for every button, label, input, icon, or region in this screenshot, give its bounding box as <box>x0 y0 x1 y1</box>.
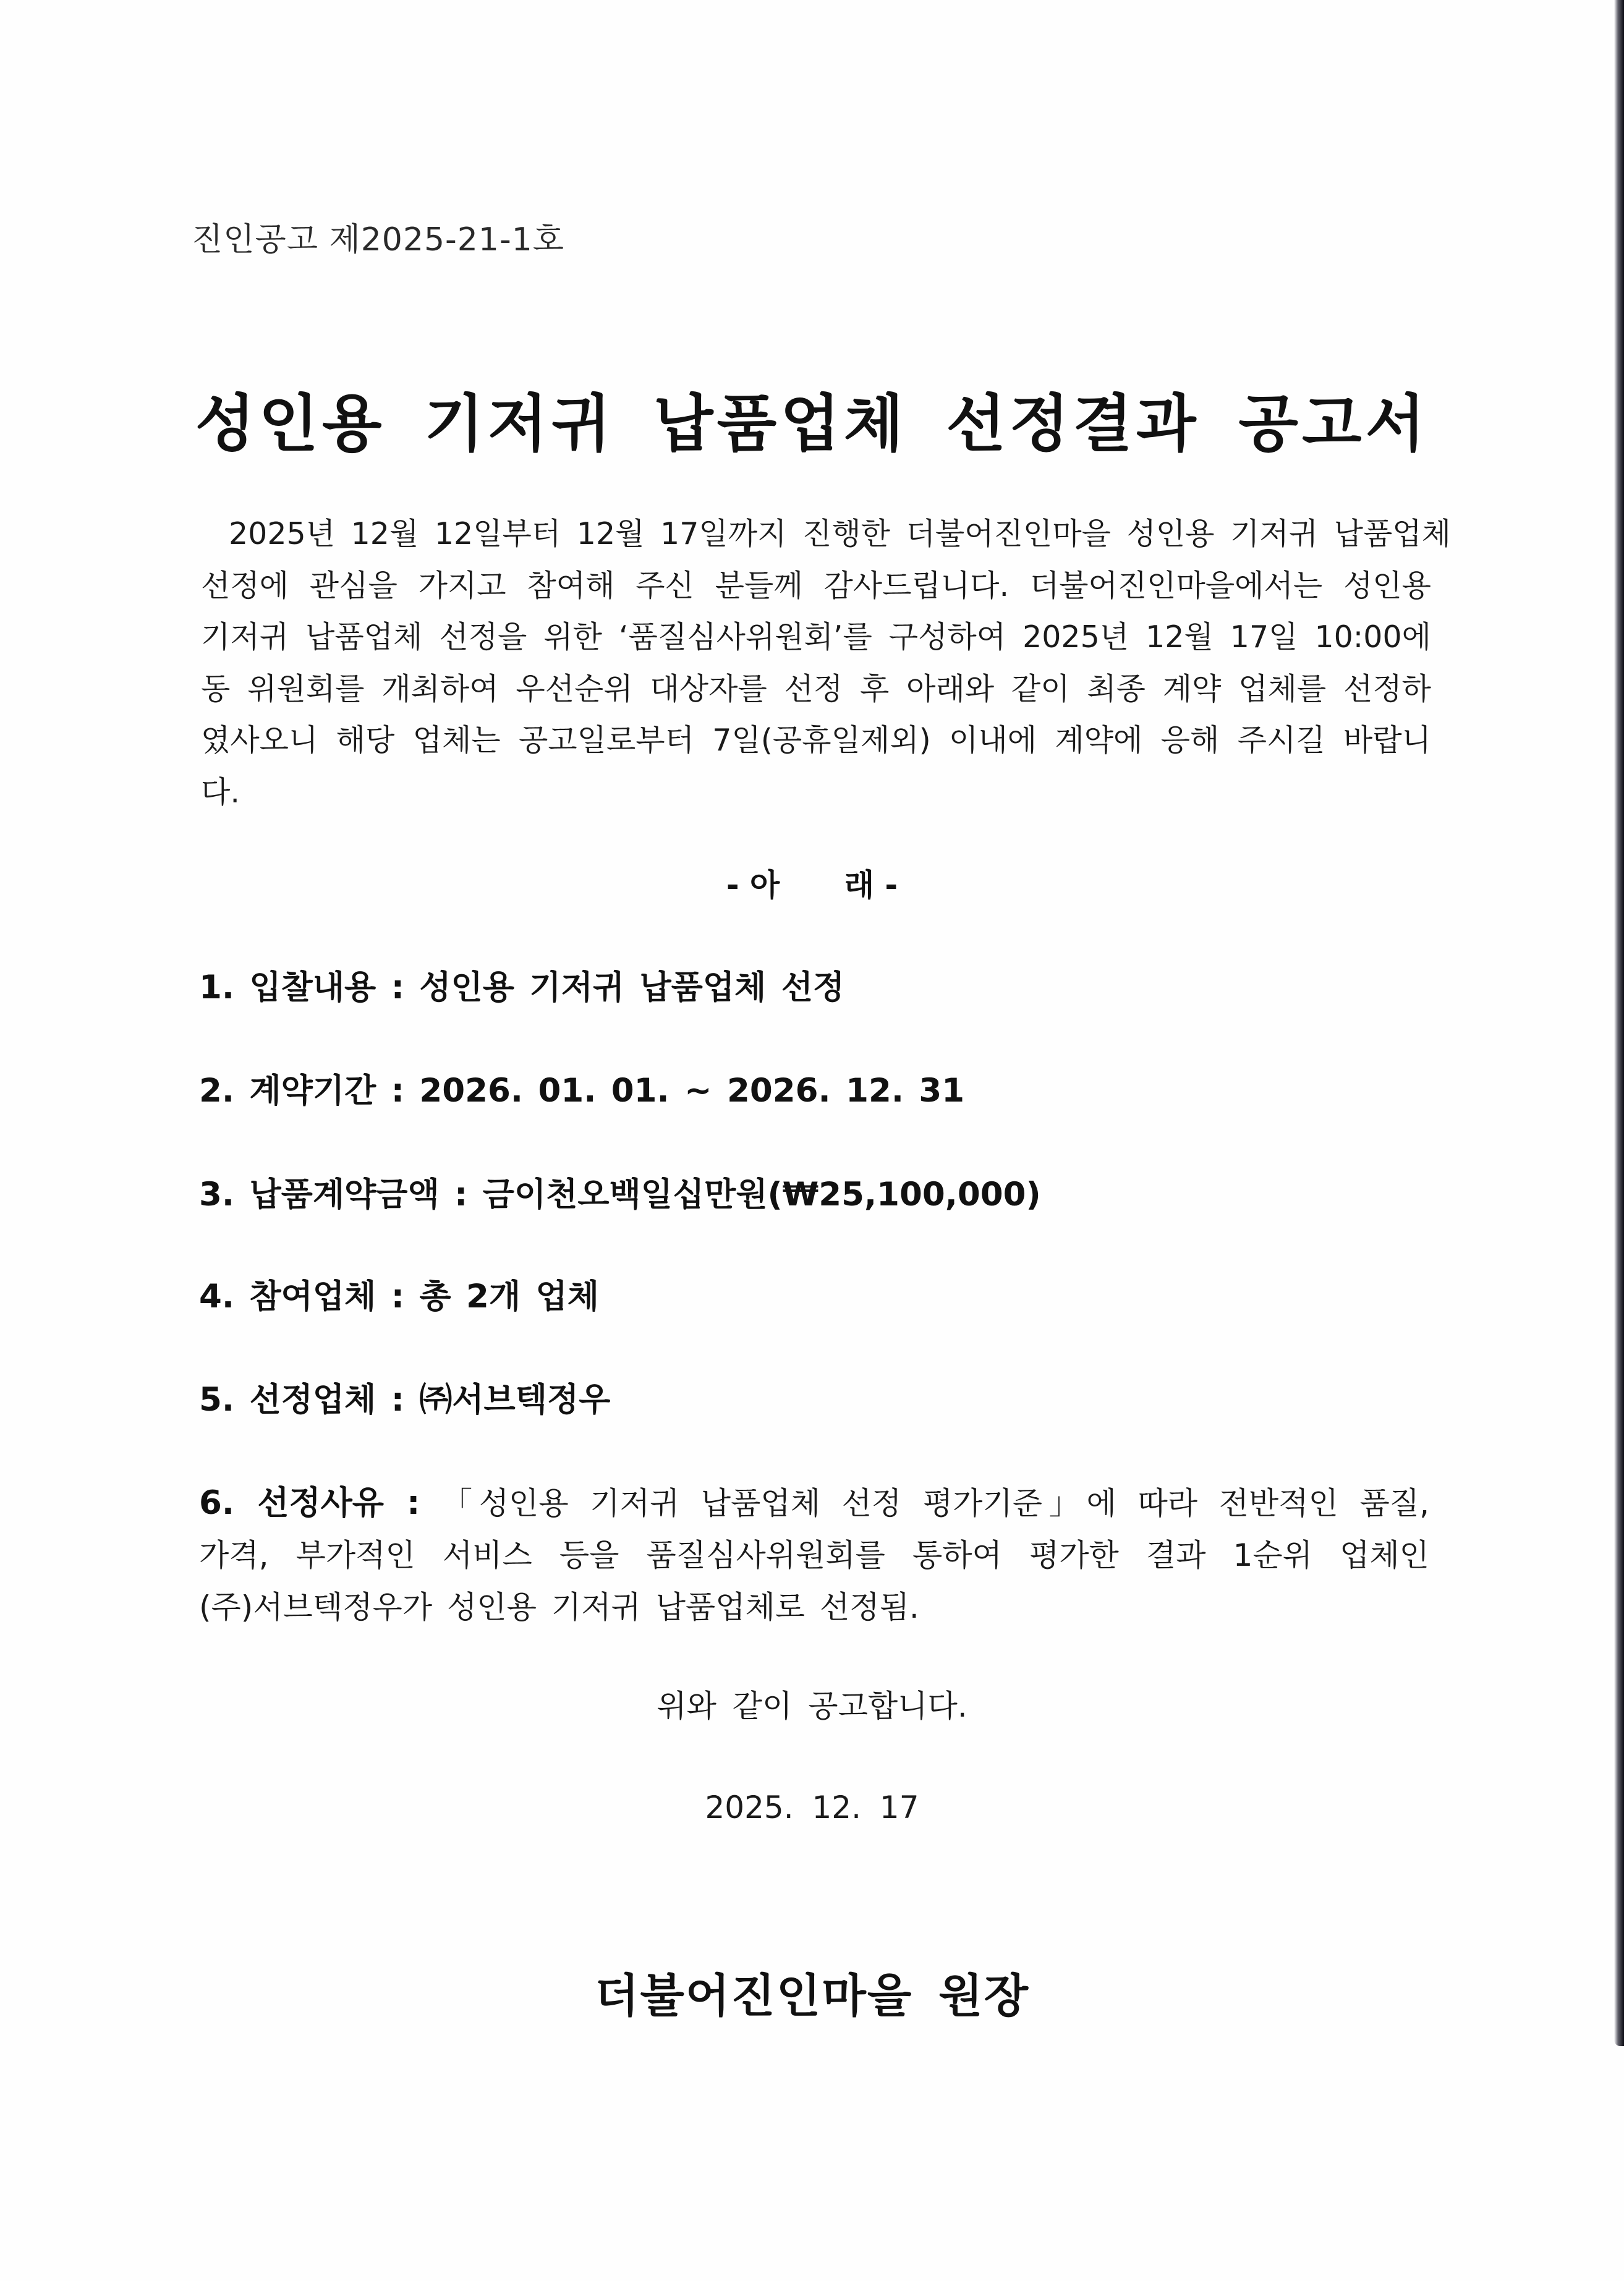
body-line: 다. <box>201 774 240 810</box>
issuer-signature: 더불어진인마을 원장 <box>594 1969 1030 2023</box>
item-label: 2. 계약기간 : <box>199 1072 404 1110</box>
item-contract-amount <box>199 1168 1041 1215</box>
item-label: 5. 선정업체 : <box>199 1381 404 1419</box>
notice-date: 2025. 12. 17 <box>705 1790 919 1825</box>
item-label: 3. 납품계약금액 : <box>199 1176 468 1213</box>
item-value: 성인용 기저귀 납품업체 선정 <box>419 969 845 1006</box>
item-contract-period <box>199 1064 964 1111</box>
item-value: 금이천오백일십만원(₩25,100,000) <box>482 1176 1041 1213</box>
notice-number: 진인공고 제2025-21-1호 <box>192 221 565 258</box>
item-selected-vendor <box>199 1374 610 1421</box>
item-selection-reason <box>199 1477 1429 1633</box>
closing-statement: 위와 같이 공고합니다. <box>657 1688 967 1724</box>
body-paragraph <box>201 508 1451 818</box>
reason-text: 「성인용 기저귀 납품업체 선정 평가기준」에 따라 전반적인 품질, <box>441 1485 1429 1521</box>
reason-line: (주)서브텍정우가 성인용 기저귀 납품업체로 선정됨. <box>199 1589 919 1625</box>
item-value: 2026. 01. 01. ~ 2026. 12. 31 <box>419 1072 965 1110</box>
below-section-heading: - 아 래 - <box>726 867 898 903</box>
item-bid-content <box>199 961 844 1008</box>
item-label: 1. 입찰내용 : <box>199 969 404 1006</box>
scan-edge-shadow <box>1614 0 1624 2046</box>
item-label: 4. 참여업체 : <box>199 1278 404 1315</box>
body-line: 선정에 관심을 가지고 참여해 주신 분들께 감사드립니다. 더불어진인마을에서는 성인용 <box>201 567 1431 603</box>
item-participants <box>199 1270 599 1317</box>
item-value: 총 2개 업체 <box>419 1278 599 1315</box>
item-value: ㈜서브텍정우 <box>419 1381 611 1419</box>
body-line: 기저귀 납품업체 선정을 위한 ‘품질심사위원회’를 구성하여 2025년 12월 17일 10:00에 <box>201 619 1431 655</box>
reason-line: 가격, 부가적인 서비스 등을 품질심사위원회를 통하여 평가한 결과 1순위 업체인 <box>199 1537 1429 1573</box>
reason-line <box>199 1477 1429 1529</box>
body-line: 동 위원회를 개최하여 우선순위 대상자를 선정 후 아래와 같이 최종 계약 업체를 선정하 <box>201 671 1431 707</box>
item-label: 6. 선정사유 : <box>199 1484 420 1522</box>
body-line: 였사오니 해당 업체는 공고일로부터 7일(공휴일제외) 이내에 계약에 응해 주시길 바랍니 <box>201 723 1431 758</box>
document-title: 성인용 기저귀 납품업체 선정결과 공고서 <box>195 388 1429 460</box>
body-line: 2025년 12월 12일부터 12월 17일까지 진행한 더불어진인마을 성인용 기저귀 납품업체 <box>229 516 1451 551</box>
